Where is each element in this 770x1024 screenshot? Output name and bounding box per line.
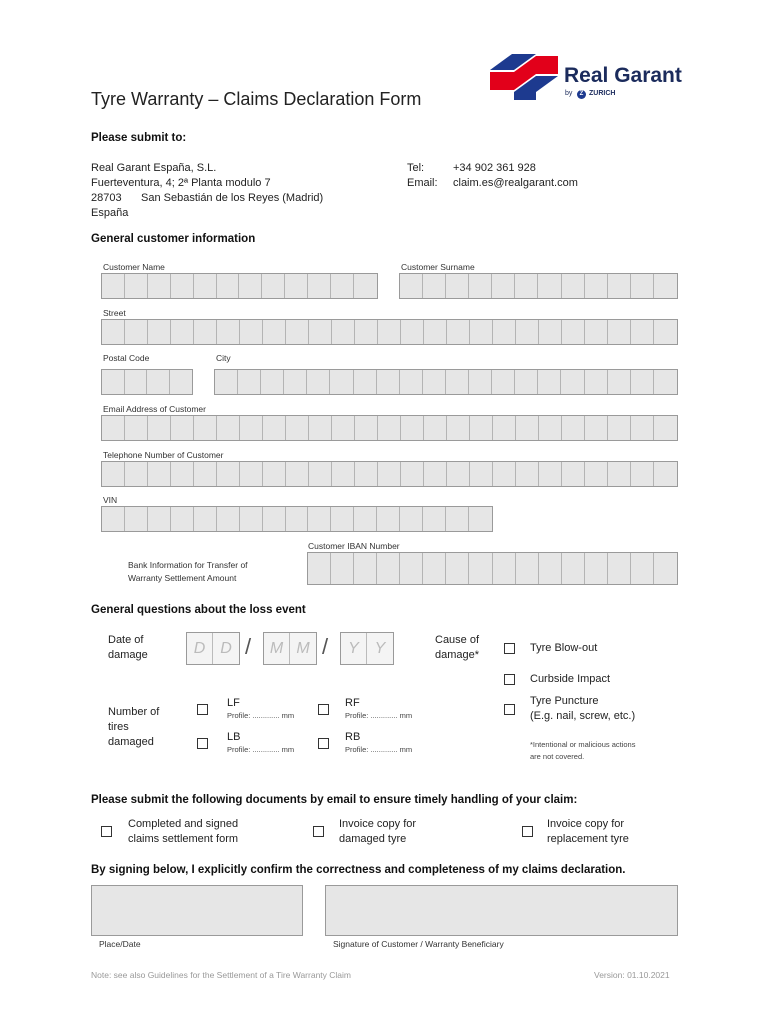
char-cell[interactable]: [654, 274, 677, 298]
doc-label-line: replacement tyre: [547, 833, 629, 845]
char-cell[interactable]: [263, 416, 286, 440]
char-cell[interactable]: [240, 462, 263, 486]
char-cell[interactable]: [194, 274, 217, 298]
char-cell[interactable]: [125, 274, 148, 298]
char-cell[interactable]: [401, 416, 424, 440]
char-cell[interactable]: [654, 370, 677, 394]
char-cell[interactable]: [492, 274, 515, 298]
address-city: San Sebastián de los Reyes (Madrid): [141, 192, 324, 204]
char-cell[interactable]: [330, 370, 353, 394]
char-cell[interactable]: [217, 274, 240, 298]
cause-blowout-checkbox[interactable]: [504, 643, 515, 654]
char-cell[interactable]: [171, 462, 194, 486]
char-cell[interactable]: [608, 370, 631, 394]
bank-info-line: Bank Information for Transfer of: [128, 560, 248, 570]
place-date-field[interactable]: [91, 885, 303, 936]
char-cell[interactable]: [286, 507, 309, 531]
loss-heading: General questions about the loss event: [91, 604, 306, 616]
char-cell[interactable]: [102, 274, 125, 298]
char-cell[interactable]: [516, 320, 539, 344]
char-cell[interactable]: [469, 274, 492, 298]
char-cell[interactable]: [446, 274, 469, 298]
char-cell[interactable]: [608, 462, 631, 486]
char-cell[interactable]: [261, 370, 284, 394]
logo-zurich: ZURICH: [589, 90, 616, 97]
char-cell[interactable]: [147, 370, 170, 394]
tire-rf-profile[interactable]: Profile: ............. mm: [345, 711, 413, 720]
bank-info-label: [128, 559, 248, 585]
char-cell[interactable]: [102, 320, 125, 344]
date-year-field[interactable]: [340, 632, 394, 665]
char-cell[interactable]: [194, 462, 217, 486]
iban-field[interactable]: [307, 552, 678, 585]
char-cell[interactable]: [286, 320, 309, 344]
tire-lf-profile[interactable]: Profile: ............. mm: [227, 711, 295, 720]
char-cell[interactable]: [263, 507, 286, 531]
place-date-label: Place/Date: [99, 939, 141, 949]
char-cell[interactable]: [562, 274, 585, 298]
char-cell[interactable]: [171, 320, 194, 344]
date-slash: /: [322, 634, 329, 659]
char-cell[interactable]: [148, 416, 171, 440]
char-cell[interactable]: [516, 462, 539, 486]
char-cell[interactable]: [561, 370, 584, 394]
signature-field[interactable]: [325, 885, 678, 936]
cause-label: [435, 633, 479, 663]
char-cell[interactable]: [447, 320, 470, 344]
real-garant-logo: [490, 54, 695, 104]
date-year-placeholder: Y: [341, 633, 367, 664]
email-address-field[interactable]: [101, 415, 678, 441]
char-cell[interactable]: [286, 462, 309, 486]
char-cell[interactable]: [102, 462, 125, 486]
date-label: [108, 633, 148, 663]
char-cell[interactable]: [401, 320, 424, 344]
char-cell[interactable]: [539, 462, 562, 486]
char-cell[interactable]: [263, 320, 286, 344]
city-field[interactable]: [214, 369, 678, 395]
char-cell[interactable]: [355, 320, 378, 344]
char-cell[interactable]: [654, 320, 677, 344]
date-day-placeholder: D: [187, 633, 213, 664]
char-cell[interactable]: [355, 416, 378, 440]
char-cell[interactable]: [125, 370, 148, 394]
postal-code: 28703: [91, 192, 122, 204]
char-cell[interactable]: [447, 416, 470, 440]
doc-label-line: Completed and signed: [128, 818, 239, 830]
char-cell[interactable]: [608, 416, 631, 440]
postal-code-label: Postal Code: [103, 353, 150, 363]
cause-label-line: Cause of: [435, 634, 480, 646]
cause-puncture-line: Tyre Puncture: [530, 695, 599, 707]
char-cell[interactable]: [423, 553, 446, 584]
char-cell[interactable]: [400, 370, 423, 394]
doc-settlement-form-checkbox[interactable]: [101, 826, 112, 837]
char-cell[interactable]: [631, 553, 654, 584]
char-cell[interactable]: [284, 370, 307, 394]
char-cell[interactable]: [400, 274, 423, 298]
char-cell[interactable]: [331, 274, 354, 298]
char-cell[interactable]: [631, 320, 654, 344]
signature-heading: By signing below, I explicitly confirm the correctness and completeness of my claims declaration.: [91, 864, 626, 876]
char-cell[interactable]: [492, 370, 515, 394]
char-cell[interactable]: [470, 462, 493, 486]
char-cell[interactable]: [469, 553, 492, 584]
cause-curbside-checkbox[interactable]: [504, 674, 515, 685]
char-cell[interactable]: [308, 507, 331, 531]
zurich-icon: Z: [577, 90, 586, 99]
cause-puncture-label: [530, 694, 635, 724]
char-cell[interactable]: [286, 416, 309, 440]
char-cell[interactable]: [125, 507, 148, 531]
cause-label-line: damage*: [435, 649, 480, 661]
char-cell[interactable]: [148, 507, 171, 531]
doc-damaged-invoice-checkbox[interactable]: [313, 826, 324, 837]
doc-label-line: Invoice copy for: [547, 818, 625, 830]
tire-lb-profile[interactable]: Profile: ............. mm: [227, 745, 295, 754]
signature-label: Signature of Customer / Warranty Beneficiary: [333, 939, 504, 949]
doc-label-line: claims settlement form: [128, 833, 239, 845]
documents-heading: Please submit the following documents by email to ensure timely handling of your claim:: [91, 794, 578, 806]
customer-name-field[interactable]: [101, 273, 378, 299]
char-cell[interactable]: [354, 507, 377, 531]
street-label: Street: [103, 308, 126, 318]
char-cell[interactable]: [308, 274, 331, 298]
tire-lf-label: LF: [227, 697, 240, 709]
char-cell[interactable]: [194, 416, 217, 440]
cause-note-line: are not covered.: [530, 752, 585, 761]
char-cell[interactable]: [585, 553, 608, 584]
char-cell[interactable]: [469, 507, 492, 531]
date-month-field[interactable]: [263, 632, 317, 665]
char-cell[interactable]: [585, 416, 608, 440]
char-cell[interactable]: [238, 370, 261, 394]
char-cell[interactable]: [400, 507, 423, 531]
char-cell[interactable]: [148, 274, 171, 298]
char-cell[interactable]: [354, 370, 377, 394]
char-cell[interactable]: [516, 416, 539, 440]
char-cell[interactable]: [332, 416, 355, 440]
doc-settlement-form-label: [128, 817, 238, 847]
customer-surname-field[interactable]: [399, 273, 678, 299]
cause-blowout-label: Tyre Blow-out: [530, 642, 598, 654]
street-field[interactable]: [101, 319, 678, 345]
date-year-placeholder: Y: [374, 639, 386, 657]
tire-rb-profile[interactable]: Profile: ............. mm: [345, 745, 413, 754]
char-cell[interactable]: [125, 462, 148, 486]
iban-label: Customer IBAN Number: [308, 541, 400, 551]
email-label: Email:: [407, 177, 438, 189]
char-cell[interactable]: [170, 370, 193, 394]
char-cell[interactable]: [493, 416, 516, 440]
submit-heading: Please submit to:: [91, 132, 187, 144]
char-cell[interactable]: [424, 462, 447, 486]
postal-code-field[interactable]: [101, 369, 193, 395]
char-cell[interactable]: [608, 274, 631, 298]
tire-rf-checkbox[interactable]: [318, 704, 329, 715]
char-cell[interactable]: [331, 553, 354, 584]
footer-note: Note: see also Guidelines for the Settlement of a Tire Warranty Claim: [91, 970, 351, 980]
date-slash: /: [245, 634, 252, 659]
char-cell[interactable]: [263, 462, 286, 486]
telephone-field[interactable]: [101, 461, 678, 487]
tire-rb-label: RB: [345, 731, 361, 743]
char-cell[interactable]: [608, 320, 631, 344]
char-cell[interactable]: [309, 320, 332, 344]
char-cell[interactable]: [400, 553, 423, 584]
tire-lb-checkbox[interactable]: [197, 738, 208, 749]
char-cell[interactable]: [423, 507, 446, 531]
char-cell[interactable]: [469, 370, 492, 394]
vin-field[interactable]: [101, 506, 493, 532]
char-cell[interactable]: [148, 462, 171, 486]
doc-replacement-invoice-label: [547, 817, 629, 847]
char-cell[interactable]: [217, 416, 240, 440]
cause-puncture-checkbox[interactable]: [504, 704, 515, 715]
char-cell[interactable]: [585, 462, 608, 486]
char-cell[interactable]: [194, 507, 217, 531]
char-cell[interactable]: [378, 416, 401, 440]
char-cell[interactable]: [125, 320, 148, 344]
char-cell[interactable]: [262, 274, 285, 298]
char-cell[interactable]: [377, 507, 400, 531]
customer-surname-label: Customer Surname: [401, 262, 475, 272]
char-cell[interactable]: [447, 462, 470, 486]
char-cell[interactable]: [215, 370, 238, 394]
tires-label: [108, 705, 159, 750]
address-line: España: [91, 207, 129, 219]
char-cell[interactable]: [285, 274, 308, 298]
customer-heading: General customer information: [91, 233, 256, 245]
char-cell[interactable]: [424, 320, 447, 344]
char-cell[interactable]: [309, 416, 332, 440]
char-cell[interactable]: [654, 553, 677, 584]
char-cell[interactable]: [538, 274, 561, 298]
char-cell[interactable]: [424, 416, 447, 440]
char-cell[interactable]: [171, 416, 194, 440]
customer-name-label: Customer Name: [103, 262, 165, 272]
date-month-placeholder: M: [296, 639, 310, 657]
char-cell[interactable]: [539, 320, 562, 344]
char-cell[interactable]: [470, 416, 493, 440]
char-cell[interactable]: [309, 462, 332, 486]
footer-version: Version: 01.10.2021: [594, 970, 670, 980]
char-cell[interactable]: [354, 274, 377, 298]
tire-rb-checkbox[interactable]: [318, 738, 329, 749]
char-cell[interactable]: [493, 553, 516, 584]
char-cell[interactable]: [378, 320, 401, 344]
char-cell[interactable]: [102, 370, 125, 394]
tire-rf-label: RF: [345, 697, 360, 709]
char-cell[interactable]: [171, 274, 194, 298]
char-cell[interactable]: [148, 320, 171, 344]
date-label-line: Date of: [108, 634, 144, 646]
char-cell[interactable]: [562, 553, 585, 584]
date-label-line: damage: [108, 649, 148, 661]
char-cell[interactable]: [354, 553, 377, 584]
char-cell[interactable]: [493, 462, 516, 486]
char-cell[interactable]: [377, 553, 400, 584]
logo-name: Real Garant: [564, 64, 682, 87]
city-label: City: [216, 353, 231, 363]
date-day-field[interactable]: [186, 632, 240, 665]
char-cell[interactable]: [585, 320, 608, 344]
char-cell[interactable]: [240, 507, 263, 531]
char-cell[interactable]: [562, 416, 585, 440]
char-cell[interactable]: [446, 507, 469, 531]
cause-note-line: *Intentional or malicious actions: [530, 740, 636, 749]
char-cell[interactable]: [631, 416, 654, 440]
address-line: Fuerteventura, 4; 2ª Planta modulo 7: [91, 177, 271, 189]
tel-value: +34 902 361 928: [453, 162, 536, 174]
char-cell[interactable]: [125, 416, 148, 440]
char-cell[interactable]: [194, 320, 217, 344]
char-cell[interactable]: [377, 370, 400, 394]
tire-lf-checkbox[interactable]: [197, 704, 208, 715]
char-cell[interactable]: [239, 274, 262, 298]
char-cell[interactable]: [446, 553, 469, 584]
tires-label-line: tires: [108, 721, 129, 733]
contact-block: [407, 161, 578, 191]
char-cell[interactable]: [631, 370, 654, 394]
char-cell[interactable]: [102, 416, 125, 440]
address-line: Real Garant España, S.L.: [91, 162, 217, 174]
cause-note: [530, 739, 635, 763]
char-cell[interactable]: [562, 320, 585, 344]
char-cell[interactable]: [378, 462, 401, 486]
cause-puncture-line: (E.g. nail, screw, etc.): [530, 710, 636, 722]
logo-mark-icon: [490, 54, 558, 102]
date-month-placeholder: M: [264, 633, 290, 664]
page-title: Tyre Warranty – Claims Declaration Form: [91, 89, 422, 109]
telephone-label: Telephone Number of Customer: [103, 450, 224, 460]
char-cell[interactable]: [539, 553, 562, 584]
tires-label-line: damaged: [108, 736, 154, 748]
char-cell[interactable]: [240, 320, 263, 344]
char-cell[interactable]: [401, 462, 424, 486]
char-cell[interactable]: [217, 462, 240, 486]
char-cell[interactable]: [515, 370, 538, 394]
doc-label-line: Invoice copy for: [339, 818, 417, 830]
char-cell[interactable]: [585, 370, 608, 394]
char-cell[interactable]: [102, 507, 125, 531]
char-cell[interactable]: [307, 370, 330, 394]
char-cell[interactable]: [608, 553, 631, 584]
tire-lb-label: LB: [227, 731, 241, 743]
char-cell[interactable]: [654, 416, 677, 440]
char-cell[interactable]: [331, 507, 354, 531]
date-day-placeholder: D: [220, 639, 232, 657]
char-cell[interactable]: [171, 507, 194, 531]
address-line: [91, 191, 323, 206]
doc-label-line: damaged tyre: [339, 833, 407, 845]
address-block: [91, 161, 323, 221]
char-cell[interactable]: [516, 553, 539, 584]
char-cell[interactable]: [585, 274, 608, 298]
char-cell[interactable]: [446, 370, 469, 394]
tires-label-line: Number of: [108, 706, 160, 718]
char-cell[interactable]: [240, 416, 263, 440]
email-value: claim.es@realgarant.com: [453, 177, 578, 189]
tel-label: Tel:: [407, 162, 425, 174]
char-cell[interactable]: [493, 320, 516, 344]
char-cell[interactable]: [332, 462, 355, 486]
char-cell[interactable]: [515, 274, 538, 298]
char-cell[interactable]: [423, 370, 446, 394]
char-cell[interactable]: [562, 462, 585, 486]
char-cell[interactable]: [631, 274, 654, 298]
char-cell[interactable]: [217, 507, 240, 531]
char-cell[interactable]: [308, 553, 331, 584]
char-cell[interactable]: [355, 462, 378, 486]
char-cell[interactable]: [631, 462, 654, 486]
logo-by: by: [565, 90, 573, 97]
email-address-label: Email Address of Customer: [103, 404, 206, 414]
cause-curbside-label: Curbside Impact: [530, 673, 611, 685]
doc-damaged-invoice-label: [339, 817, 416, 847]
char-cell[interactable]: [539, 416, 562, 440]
char-cell[interactable]: [217, 320, 240, 344]
char-cell[interactable]: [654, 462, 677, 486]
char-cell[interactable]: [423, 274, 446, 298]
char-cell[interactable]: [470, 320, 493, 344]
char-cell[interactable]: [538, 370, 561, 394]
vin-label: VIN: [103, 495, 118, 505]
bank-info-line: Warranty Settlement Amount: [128, 573, 237, 583]
doc-replacement-invoice-checkbox[interactable]: [522, 826, 533, 837]
char-cell[interactable]: [332, 320, 355, 344]
